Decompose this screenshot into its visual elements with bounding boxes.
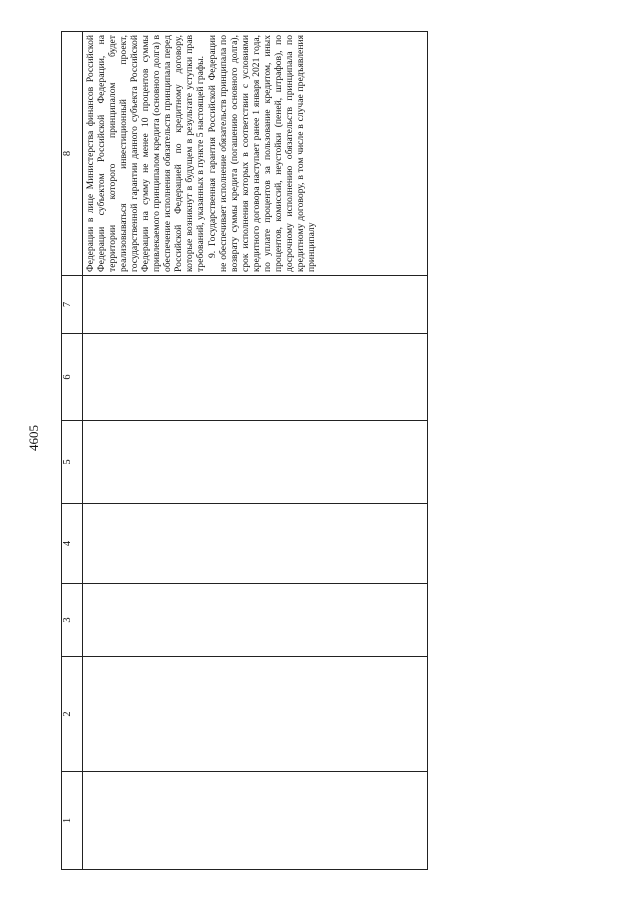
column-header-1: 1 xyxy=(62,772,83,870)
cell-col-3 xyxy=(83,584,428,657)
column-header-6: 6 xyxy=(62,334,83,421)
header-row xyxy=(62,32,83,870)
document-table xyxy=(61,31,428,870)
column-header-7: 7 xyxy=(62,276,83,334)
column-header-8: 8 xyxy=(62,32,83,276)
cell-col-2 xyxy=(83,657,428,772)
col8-paragraph-item-9: 9. Государственная гарантия Российской Федерации не обеспечивает исполнение обязательств принципала по возврату суммы кредита (погашению основного долга), срок исполнения которых в соответствии с условиями кредитного договора наступает ранее 1 января 2021 года, по уплате процентов за пользование кредитом, иных процентов, комиссий, неустойки (пеней, штрафов), по досрочному исполнению обязательств принципала по кредитному договору, в том числе в случае предъявления принципалу xyxy=(206,35,317,272)
column-header-2: 2 xyxy=(62,657,83,772)
cell-col-5 xyxy=(83,421,428,504)
page-number: 4605 xyxy=(26,425,41,451)
column-header-3: 3 xyxy=(62,584,83,657)
cell-col-8 xyxy=(83,32,428,276)
table-row xyxy=(83,32,428,870)
cell-col-1 xyxy=(83,772,428,870)
cell-col-4 xyxy=(83,504,428,584)
column-header-4: 4 xyxy=(62,504,83,584)
rotated-page xyxy=(61,32,427,870)
col8-paragraph-continuation: Федерации в лице Министерства финансов Российской Федерации субъектом Российской Федерации, на территории которого принципалом будет реализовываться инвестиционный проект, государственной гарантии данного субъекта Российской Федерации на сумму не менее 10 процентов суммы привлекаемого принципалом кредита (основного долга) в обеспечение исполнения обязательств принципала перед Российской Федерацией по кредитному договору, которые возникнут в будущем в результате уступки прав требований, указанных в пункте 5 настоящей графы. xyxy=(85,35,207,272)
col8-text-block xyxy=(83,32,427,275)
column-header-5: 5 xyxy=(62,421,83,504)
cell-col-6 xyxy=(83,334,428,421)
cell-col-7 xyxy=(83,276,428,334)
